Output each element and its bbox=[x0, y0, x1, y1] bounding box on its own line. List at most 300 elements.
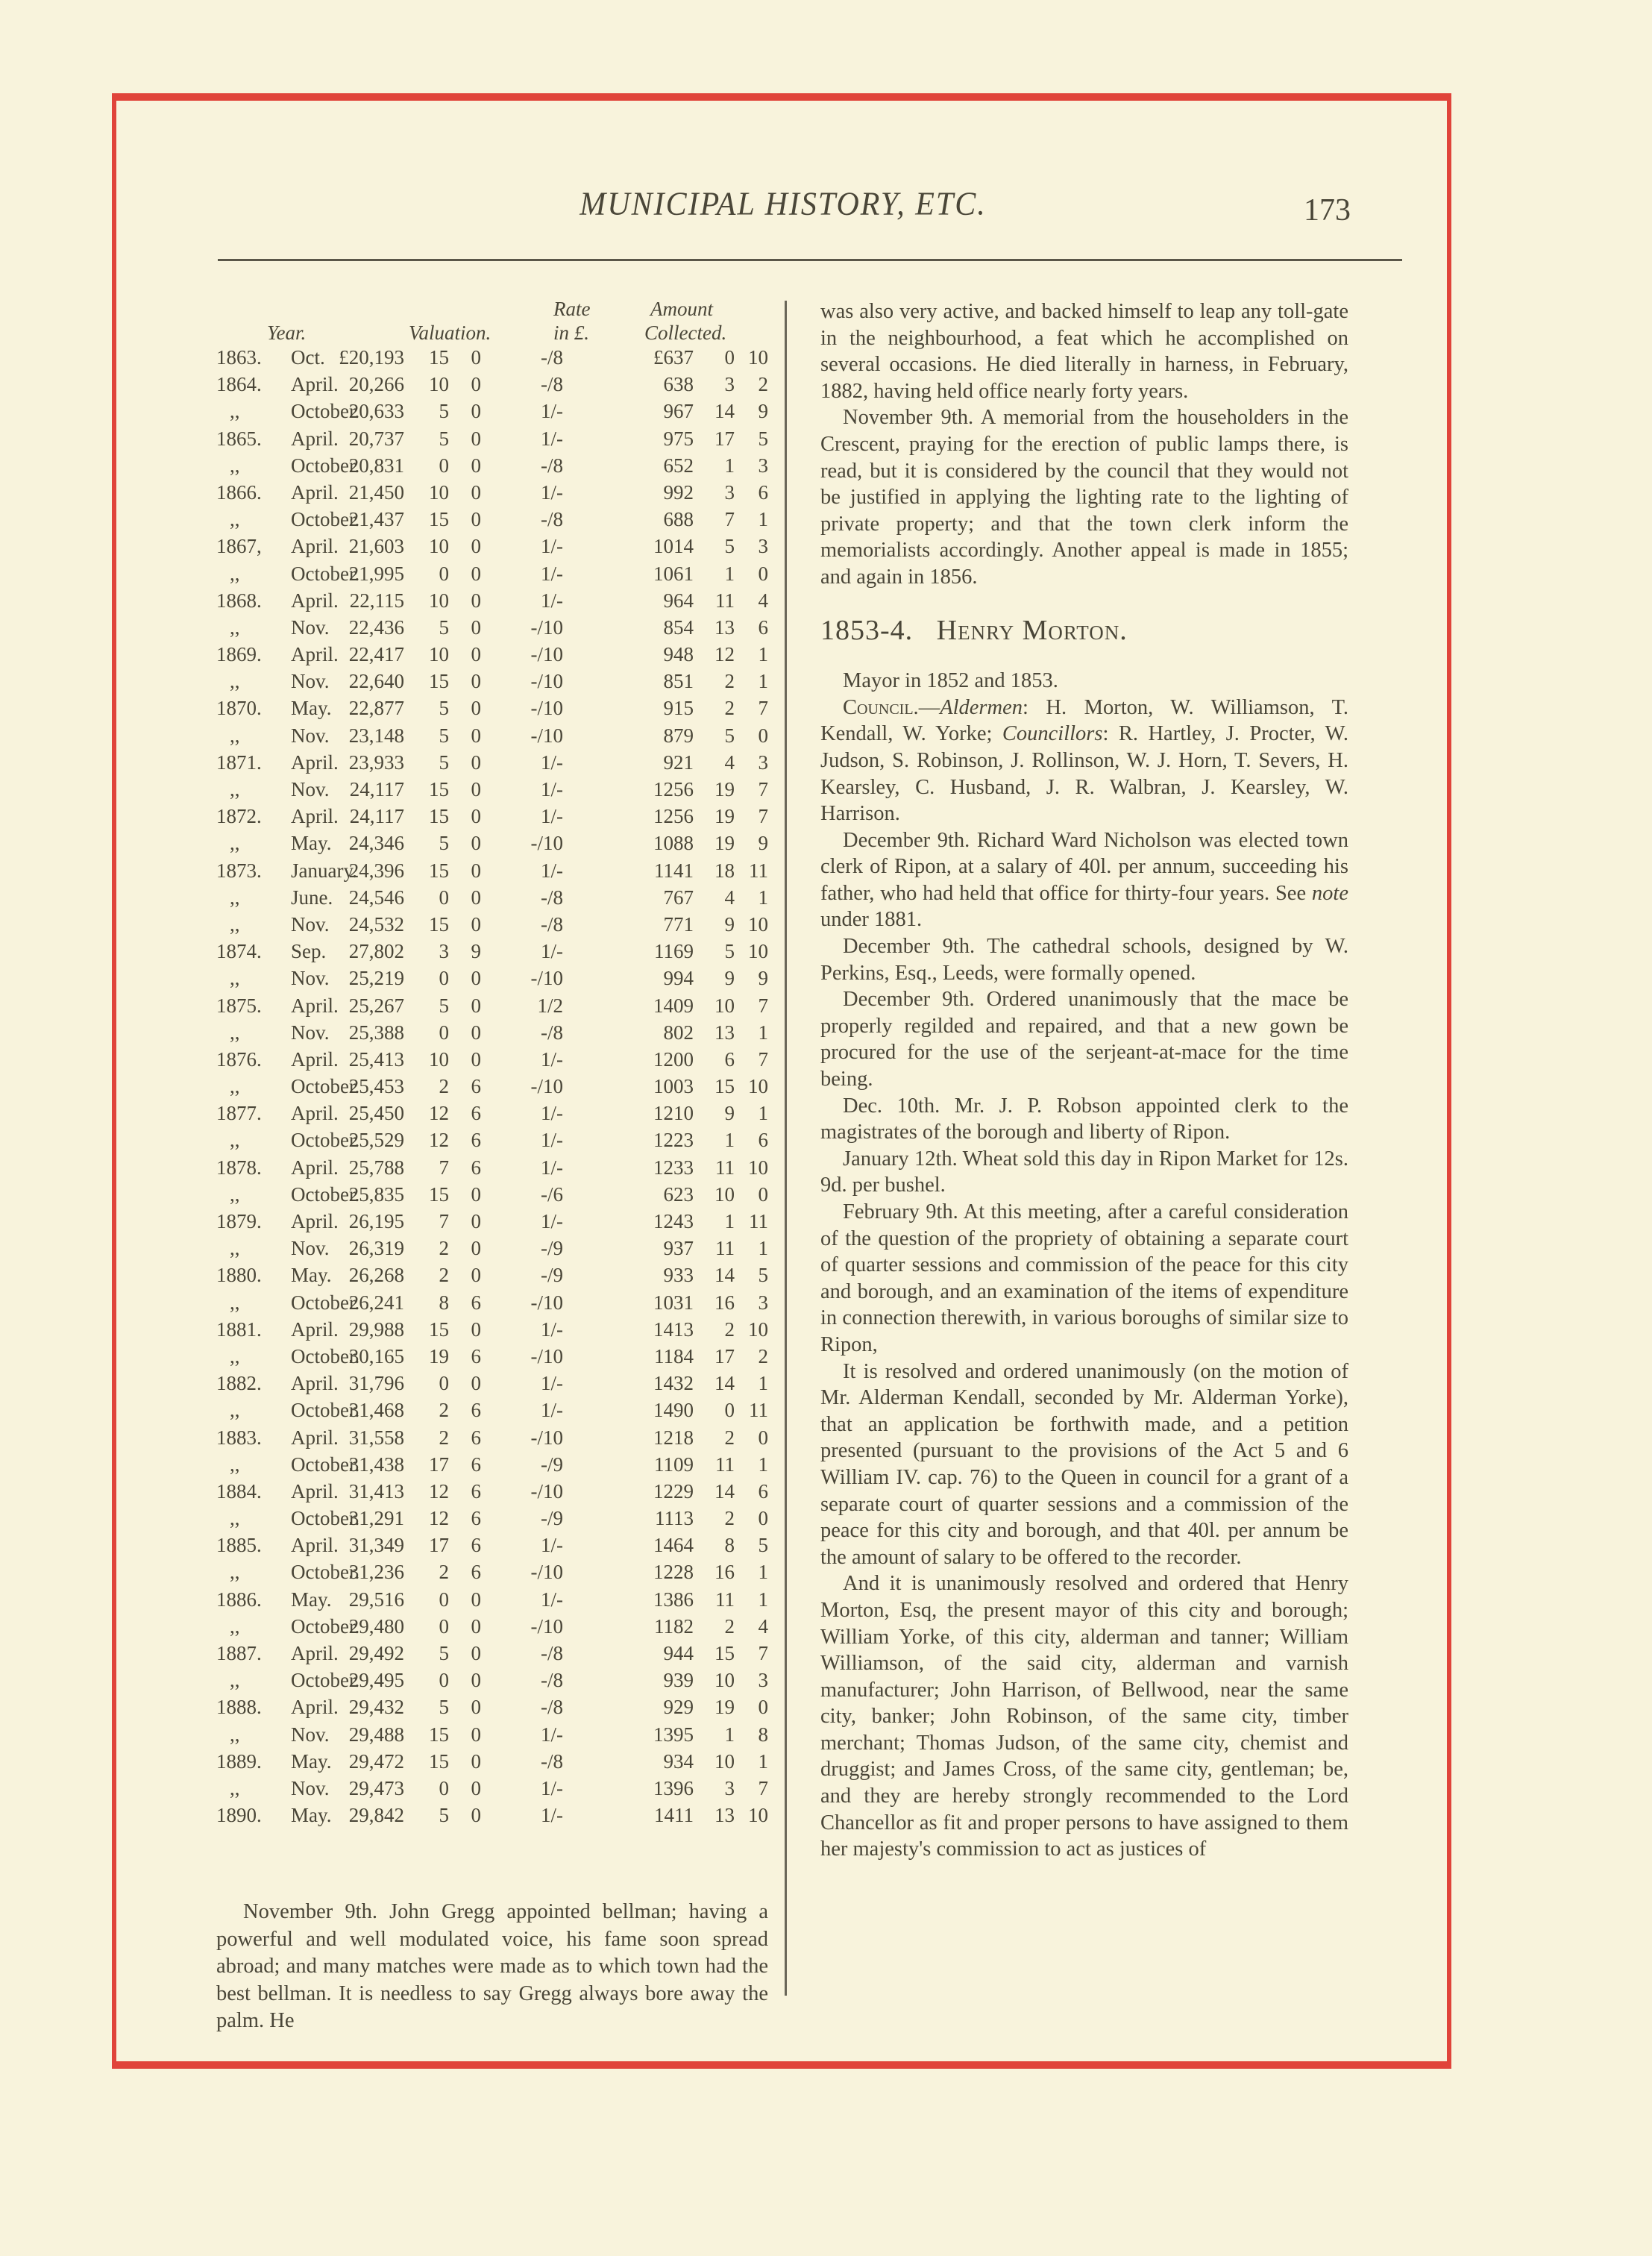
cell-valuation-pence: 6 bbox=[471, 1344, 481, 1367]
cell-month: October. bbox=[291, 454, 360, 477]
cell-amount-pence: 10 bbox=[748, 1156, 768, 1179]
cell-month: April. bbox=[291, 805, 339, 828]
cell-amount-pence: 9 bbox=[758, 400, 768, 423]
cell-valuation-pounds: 29,988 bbox=[348, 1317, 404, 1341]
cell-month: Nov. bbox=[291, 1723, 330, 1746]
cell-valuation-pounds: 26,241 bbox=[348, 1291, 404, 1314]
cell-valuation-pounds: 26,195 bbox=[348, 1210, 404, 1232]
cell-amount-pounds: 937 bbox=[663, 1237, 694, 1260]
table-row bbox=[216, 1370, 768, 1397]
cell-amount-shillings: 11 bbox=[715, 1588, 735, 1611]
cell-month: April. bbox=[291, 643, 339, 666]
cell-amount-pounds: 1003 bbox=[653, 1075, 694, 1098]
cell-month: April. bbox=[291, 1426, 339, 1449]
cell-valuation-pence: 0 bbox=[471, 778, 481, 800]
cell-valuation-shillings: 15 bbox=[429, 1749, 449, 1773]
cell-valuation-pence: 0 bbox=[471, 670, 481, 693]
cell-valuation-pence: 9 bbox=[471, 940, 481, 963]
cell-valuation-shillings: 15 bbox=[429, 1723, 449, 1746]
cell-amount-shillings: 13 bbox=[714, 615, 735, 639]
cell-amount-pence: 5 bbox=[758, 1264, 768, 1287]
cell-amount-pence: 3 bbox=[758, 1291, 768, 1314]
cell-amount-pounds: 975 bbox=[663, 427, 694, 450]
cell-valuation-pence: 6 bbox=[471, 1399, 481, 1422]
cell-valuation-pence: 0 bbox=[471, 373, 481, 396]
cell-amount-pounds: 652 bbox=[663, 454, 694, 477]
cell-amount-shillings: 2 bbox=[724, 1614, 735, 1638]
cell-amount-pence: 9 bbox=[758, 967, 768, 990]
cell-amount-shillings: 9 bbox=[724, 967, 735, 990]
cell-valuation-pence: 6 bbox=[471, 1075, 481, 1098]
cell-amount-shillings: 2 bbox=[724, 1426, 735, 1449]
cell-amount-pounds: 1210 bbox=[653, 1102, 694, 1125]
cell-amount-pounds: 994 bbox=[663, 967, 694, 990]
cell-year: 1863. bbox=[216, 346, 262, 369]
table-row bbox=[216, 479, 768, 506]
cell-valuation-pence: 0 bbox=[471, 346, 481, 369]
cell-valuation-shillings: 0 bbox=[439, 1021, 449, 1044]
cell-rate: 1/- bbox=[541, 427, 563, 450]
cell-amount-shillings: 10 bbox=[714, 1669, 735, 1692]
cell-rate: -/10 bbox=[530, 1561, 563, 1584]
table-row bbox=[216, 533, 768, 560]
cell-valuation-shillings: 5 bbox=[439, 697, 449, 720]
cell-amount-shillings: 16 bbox=[714, 1291, 735, 1314]
cell-valuation-pence: 0 bbox=[471, 1642, 481, 1664]
cell-valuation-shillings: 2 bbox=[439, 1426, 449, 1449]
table-row bbox=[216, 1532, 768, 1558]
paragraph: It is resolved and ordered unanimously (on the motion of Mr. Alderman Kendall, seconded by Mr. Alderman Yorke), that an application be forthwith made, and a petition presented (pursuant to the provisions of the Act 5 and 6 William IV. cap. 76) to the Queen in council for a grant of a separate court of quarter sessions and a commission of the peace for this city and borough, and that 40l. per annum be the amount of salary to be offered to the recorder. bbox=[820, 1359, 1348, 1569]
note-reference: note bbox=[1311, 881, 1348, 905]
council-label: Council. bbox=[843, 695, 919, 719]
cell-valuation-shillings: 5 bbox=[439, 427, 449, 450]
cell-year: 1887. bbox=[216, 1642, 262, 1664]
table-row bbox=[216, 1586, 768, 1613]
cell-rate: 1/- bbox=[541, 805, 563, 828]
cell-month: April. bbox=[291, 1696, 339, 1719]
cell-valuation-pence: 0 bbox=[471, 1614, 481, 1638]
cell-valuation-pence: 6 bbox=[471, 1507, 481, 1530]
table-row bbox=[216, 1693, 768, 1720]
cell-valuation-shillings: 0 bbox=[439, 562, 449, 585]
cell-amount-shillings: 6 bbox=[724, 1047, 735, 1071]
table-row bbox=[216, 452, 768, 479]
cell-amount-pounds: 1490 bbox=[653, 1399, 694, 1422]
cell-valuation-pounds: 25,413 bbox=[348, 1047, 404, 1071]
section-heading bbox=[820, 614, 1348, 646]
cell-valuation-shillings: 5 bbox=[439, 1696, 449, 1719]
cell-year: 1871. bbox=[216, 751, 262, 774]
cell-month: April. bbox=[291, 535, 339, 558]
header-amount: Amount bbox=[650, 298, 713, 320]
cell-year: ,, bbox=[230, 1075, 240, 1098]
page-number: 173 bbox=[1304, 193, 1351, 228]
cell-amount-shillings: 2 bbox=[724, 1317, 735, 1341]
cell-rate: -/8 bbox=[541, 886, 563, 909]
cell-valuation-shillings: 2 bbox=[439, 1561, 449, 1584]
table-row bbox=[216, 1262, 768, 1288]
cell-valuation-pence: 0 bbox=[471, 480, 481, 504]
cell-valuation-shillings: 15 bbox=[429, 1182, 449, 1206]
cell-valuation-pence: 0 bbox=[471, 1804, 481, 1827]
cell-rate: 1/- bbox=[541, 751, 563, 774]
cell-valuation-pounds: £20,193 bbox=[339, 346, 404, 369]
cell-valuation-pence: 0 bbox=[471, 1237, 481, 1260]
cell-amount-shillings: 13 bbox=[714, 1804, 735, 1827]
cell-valuation-shillings: 0 bbox=[439, 1614, 449, 1638]
cell-year: 1881. bbox=[216, 1317, 262, 1341]
cell-valuation-pence: 0 bbox=[471, 886, 481, 909]
cell-rate: 1/- bbox=[541, 1588, 563, 1611]
cell-year: ,, bbox=[230, 724, 240, 747]
cell-amount-pounds: 1141 bbox=[654, 859, 694, 882]
cell-amount-pence: 11 bbox=[749, 1399, 768, 1422]
cell-year: ,, bbox=[230, 562, 240, 585]
cell-year: ,, bbox=[230, 1291, 240, 1314]
cell-amount-pence: 1 bbox=[758, 643, 768, 666]
cell-amount-pence: 7 bbox=[758, 697, 768, 720]
cell-amount-pence: 11 bbox=[749, 859, 768, 882]
cell-valuation-pounds: 30,165 bbox=[348, 1344, 404, 1367]
cell-valuation-pence: 0 bbox=[471, 1372, 481, 1395]
cell-amount-pence: 10 bbox=[748, 1075, 768, 1098]
cell-amount-pence: 2 bbox=[758, 1344, 768, 1367]
cell-rate: -/9 bbox=[541, 1453, 563, 1476]
cell-valuation-pounds: 29,432 bbox=[348, 1696, 404, 1719]
paragraph: January 12th. Wheat sold this day in Ripon Market for 12s. 9d. per bushel. bbox=[820, 1147, 1348, 1197]
cell-valuation-pounds: 27,802 bbox=[348, 940, 404, 963]
aldermen-label: Aldermen bbox=[940, 695, 1023, 719]
table-row bbox=[216, 1640, 768, 1667]
cell-rate: -/6 bbox=[541, 1182, 563, 1206]
cell-amount-shillings: 2 bbox=[724, 1507, 735, 1530]
table-row bbox=[216, 1019, 768, 1046]
table-row bbox=[216, 425, 768, 452]
cell-month: April. bbox=[291, 589, 339, 612]
cell-valuation-pounds: 21,603 bbox=[348, 535, 404, 558]
cell-amount-pounds: 1256 bbox=[653, 778, 694, 800]
cell-valuation-shillings: 5 bbox=[439, 400, 449, 423]
cell-month: October. bbox=[291, 1507, 360, 1530]
cell-amount-pence: 1 bbox=[758, 886, 768, 909]
cell-year: 1876. bbox=[216, 1047, 262, 1071]
table-row bbox=[216, 371, 768, 398]
table-body bbox=[216, 344, 768, 1829]
cell-year: ,, bbox=[230, 1669, 240, 1692]
cell-valuation-pence: 6 bbox=[471, 1291, 481, 1314]
cell-valuation-shillings: 5 bbox=[439, 1804, 449, 1827]
cell-month: Nov. bbox=[291, 778, 330, 800]
section-year: 1853-4. bbox=[820, 614, 914, 646]
cell-amount-shillings: 12 bbox=[714, 643, 735, 666]
cell-year: ,, bbox=[230, 400, 240, 423]
cell-valuation-pounds: 25,450 bbox=[348, 1102, 404, 1125]
cell-valuation-pounds: 25,788 bbox=[348, 1156, 404, 1179]
cell-valuation-pounds: 29,480 bbox=[348, 1614, 404, 1638]
cell-amount-pence: 11 bbox=[749, 1210, 768, 1232]
table-row bbox=[216, 884, 768, 911]
table-row bbox=[216, 1775, 768, 1802]
cell-valuation-pence: 0 bbox=[471, 832, 481, 855]
cell-valuation-pence: 0 bbox=[471, 1776, 481, 1799]
cell-month: Nov. bbox=[291, 670, 330, 693]
cell-valuation-pounds: 31,413 bbox=[348, 1479, 404, 1503]
cell-month: October. bbox=[291, 1291, 360, 1314]
cell-month: Nov. bbox=[291, 912, 330, 936]
table-row bbox=[216, 1073, 768, 1100]
cell-valuation-pounds: 31,236 bbox=[348, 1561, 404, 1584]
cell-rate: 1/- bbox=[541, 859, 563, 882]
section-name: Henry Morton. bbox=[936, 614, 1128, 646]
cell-amount-shillings: 10 bbox=[714, 994, 735, 1017]
header-rate: Rate bbox=[553, 298, 591, 320]
cell-amount-shillings: 2 bbox=[724, 670, 735, 693]
cell-amount-shillings: 14 bbox=[714, 1479, 735, 1503]
cell-amount-pence: 6 bbox=[758, 1129, 768, 1152]
cell-amount-pounds: 948 bbox=[663, 643, 694, 666]
cell-rate: -/8 bbox=[541, 1749, 563, 1773]
cell-rate: -/8 bbox=[541, 1696, 563, 1719]
cell-valuation-pence: 6 bbox=[471, 1453, 481, 1476]
cell-rate: -/8 bbox=[541, 454, 563, 477]
cell-amount-pounds: 967 bbox=[663, 400, 694, 423]
paragraph: December 9th. The cathedral schools, designed by W. Perkins, Esq., Leeds, were formally opened. bbox=[820, 935, 1348, 985]
cell-amount-shillings: 11 bbox=[715, 1453, 735, 1476]
cell-year: 1888. bbox=[216, 1696, 262, 1719]
cell-year: 1868. bbox=[216, 589, 262, 612]
cell-amount-pounds: 851 bbox=[663, 670, 694, 693]
cell-amount-pence: 1 bbox=[758, 1372, 768, 1395]
table-row bbox=[216, 587, 768, 614]
cell-month: April. bbox=[291, 1534, 339, 1557]
cell-valuation-shillings: 10 bbox=[429, 373, 449, 396]
cell-month: October. bbox=[291, 1614, 360, 1638]
councillors-names: : R. Hartley, J. Procter, W. Judson, S. Robinson, J. Rollinson, W. J. Horn, T. Severs, H. Kearsley, C. Husband, J. R. Walbran, J. Kearsley, W. Harrison. bbox=[820, 722, 1348, 826]
table-row bbox=[216, 506, 768, 533]
cell-year: 1882. bbox=[216, 1372, 262, 1395]
paragraph-text: under 1881. bbox=[820, 908, 923, 932]
cell-valuation-pence: 0 bbox=[471, 1696, 481, 1719]
cell-valuation-pounds: 29,473 bbox=[348, 1776, 404, 1799]
cell-valuation-shillings: 5 bbox=[439, 615, 449, 639]
cell-amount-shillings: 3 bbox=[724, 480, 735, 504]
cell-amount-shillings: 5 bbox=[724, 940, 735, 963]
cell-valuation-pence: 0 bbox=[471, 535, 481, 558]
cell-valuation-shillings: 0 bbox=[439, 1669, 449, 1692]
cell-month: October. bbox=[291, 400, 360, 423]
table-row bbox=[216, 1505, 768, 1532]
table-row bbox=[216, 1208, 768, 1235]
cell-valuation-pence: 0 bbox=[471, 994, 481, 1017]
cell-amount-shillings: 11 bbox=[715, 589, 735, 612]
table-row bbox=[216, 344, 768, 371]
cell-amount-pence: 10 bbox=[748, 1317, 768, 1341]
cell-year: 1884. bbox=[216, 1479, 262, 1503]
cell-rate: -/9 bbox=[541, 1507, 563, 1530]
cell-amount-pence: 6 bbox=[758, 615, 768, 639]
cell-amount-pounds: 1184 bbox=[654, 1344, 694, 1367]
cell-valuation-shillings: 15 bbox=[429, 805, 449, 828]
cell-month: May. bbox=[291, 697, 332, 720]
cell-valuation-pence: 0 bbox=[471, 1317, 481, 1341]
cell-year: 1883. bbox=[216, 1426, 262, 1449]
cell-year: 1864. bbox=[216, 373, 262, 396]
cell-amount-pounds: 934 bbox=[663, 1749, 694, 1773]
cell-amount-pounds: 944 bbox=[663, 1642, 694, 1664]
cell-year: 1889. bbox=[216, 1749, 262, 1773]
cell-valuation-pounds: 20,831 bbox=[348, 454, 404, 477]
cell-year: ,, bbox=[230, 1021, 240, 1044]
cell-month: October. bbox=[291, 1399, 360, 1422]
cell-amount-pounds: 964 bbox=[663, 589, 694, 612]
cell-amount-pence: 1 bbox=[758, 1588, 768, 1611]
cell-rate: 1/- bbox=[541, 1210, 563, 1232]
cell-valuation-pounds: 25,835 bbox=[348, 1182, 404, 1206]
table-row bbox=[216, 614, 768, 641]
cell-amount-pounds: 1200 bbox=[653, 1047, 694, 1071]
cell-amount-shillings: 10 bbox=[714, 1182, 735, 1206]
cell-valuation-pounds: 21,995 bbox=[348, 562, 404, 585]
cell-valuation-pounds: 29,495 bbox=[348, 1669, 404, 1692]
cell-month: Sep. bbox=[291, 940, 327, 963]
cell-valuation-shillings: 0 bbox=[439, 1588, 449, 1611]
cell-valuation-pence: 0 bbox=[471, 751, 481, 774]
cell-rate: -/8 bbox=[541, 373, 563, 396]
cell-month: October. bbox=[291, 1344, 360, 1367]
cell-year: ,, bbox=[230, 1561, 240, 1584]
cell-amount-pounds: 1223 bbox=[653, 1129, 694, 1152]
cell-amount-pounds: 1109 bbox=[654, 1453, 694, 1476]
cell-month: October. bbox=[291, 1129, 360, 1152]
cell-amount-pounds: 921 bbox=[663, 751, 694, 774]
cell-valuation-pounds: 25,219 bbox=[348, 967, 404, 990]
cell-rate: 1/- bbox=[541, 940, 563, 963]
cell-amount-shillings: 17 bbox=[714, 427, 735, 450]
cell-valuation-shillings: 12 bbox=[429, 1102, 449, 1125]
cell-amount-pounds: £637 bbox=[653, 346, 694, 369]
cell-valuation-pounds: 21,450 bbox=[348, 480, 404, 504]
cell-valuation-pounds: 31,349 bbox=[348, 1534, 404, 1557]
cell-valuation-shillings: 2 bbox=[439, 1237, 449, 1260]
cell-valuation-shillings: 5 bbox=[439, 751, 449, 774]
cell-amount-pence: 4 bbox=[758, 589, 768, 612]
cell-rate: 1/- bbox=[541, 1723, 563, 1746]
cell-valuation-shillings: 10 bbox=[429, 643, 449, 666]
cell-month: May. bbox=[291, 1749, 332, 1773]
cell-valuation-pence: 6 bbox=[471, 1102, 481, 1125]
cell-year: ,, bbox=[230, 778, 240, 800]
header-rate-unit: in £. bbox=[553, 322, 590, 344]
cell-month: May. bbox=[291, 1804, 332, 1827]
cell-amount-shillings: 9 bbox=[724, 912, 735, 936]
cell-amount-pence: 0 bbox=[758, 1507, 768, 1530]
cell-amount-shillings: 11 bbox=[715, 1156, 735, 1179]
cell-amount-pounds: 1464 bbox=[653, 1534, 694, 1557]
cell-valuation-shillings: 8 bbox=[439, 1291, 449, 1314]
cell-valuation-shillings: 5 bbox=[439, 724, 449, 747]
cell-year: 1874. bbox=[216, 940, 262, 963]
cell-rate: 1/- bbox=[541, 1372, 563, 1395]
cell-valuation-shillings: 15 bbox=[429, 1317, 449, 1341]
table-row bbox=[216, 1289, 768, 1316]
cell-amount-shillings: 14 bbox=[714, 400, 735, 423]
cell-amount-shillings: 1 bbox=[724, 1129, 735, 1152]
cell-valuation-shillings: 10 bbox=[429, 535, 449, 558]
cell-valuation-pounds: 29,516 bbox=[348, 1588, 404, 1611]
cell-valuation-pounds: 22,115 bbox=[349, 589, 404, 612]
cell-amount-pence: 7 bbox=[758, 994, 768, 1017]
cell-rate: -/10 bbox=[530, 1344, 563, 1367]
cell-month: Nov. bbox=[291, 615, 330, 639]
cell-year: ,, bbox=[230, 1237, 240, 1260]
cell-amount-pence: 1 bbox=[758, 1453, 768, 1476]
cell-amount-shillings: 8 bbox=[724, 1534, 735, 1557]
cell-amount-shillings: 19 bbox=[714, 805, 735, 828]
cell-rate: 1/- bbox=[541, 562, 563, 585]
cell-year: 1865. bbox=[216, 427, 262, 450]
cell-amount-pence: 7 bbox=[758, 1642, 768, 1664]
cell-year: 1890. bbox=[216, 1804, 262, 1827]
cell-valuation-pounds: 31,558 bbox=[348, 1426, 404, 1449]
cell-amount-pence: 9 bbox=[758, 832, 768, 855]
cell-month: Nov. bbox=[291, 1237, 330, 1260]
cell-valuation-shillings: 7 bbox=[439, 1156, 449, 1179]
table-row bbox=[216, 1613, 768, 1640]
right-column bbox=[820, 298, 1348, 1863]
cell-month: April. bbox=[291, 1317, 339, 1341]
header-year: Year. bbox=[267, 322, 307, 344]
paragraph bbox=[820, 827, 1348, 933]
running-head: MUNICIPAL HISTORY, ETC. bbox=[580, 186, 987, 223]
cell-valuation-pence: 0 bbox=[471, 1264, 481, 1287]
aldermen-names: : H. Morton, W. Williamson, T. Kendall, W. Yorke; bbox=[820, 695, 1348, 746]
cell-valuation-pence: 0 bbox=[471, 427, 481, 450]
cell-amount-pence: 10 bbox=[748, 940, 768, 963]
table-row bbox=[216, 1478, 768, 1505]
cell-valuation-shillings: 2 bbox=[439, 1264, 449, 1287]
cell-amount-shillings: 15 bbox=[714, 1642, 735, 1664]
table-row bbox=[216, 722, 768, 749]
cell-amount-pence: 0 bbox=[758, 562, 768, 585]
table-row bbox=[216, 992, 768, 1019]
cell-year: 1886. bbox=[216, 1588, 262, 1611]
table-row bbox=[216, 749, 768, 776]
cell-valuation-pounds: 22,436 bbox=[348, 615, 404, 639]
cell-rate: 1/- bbox=[541, 400, 563, 423]
cell-amount-pence: 1 bbox=[758, 1749, 768, 1773]
cell-amount-shillings: 17 bbox=[714, 1344, 735, 1367]
cell-valuation-pence: 6 bbox=[471, 1561, 481, 1584]
cell-month: May. bbox=[291, 832, 332, 855]
cell-amount-shillings: 7 bbox=[724, 508, 735, 531]
cell-amount-pence: 0 bbox=[758, 1426, 768, 1449]
paragraph: February 9th. At this meeting, after a careful consideration of the question of the propriety of obtaining a separate court of quarter sessions and commission of the peace for this city and borough, and an examination of the items of expenditure in connection therewith, in various boroughs of similar size to Ripon, bbox=[820, 1200, 1348, 1356]
cell-month: May. bbox=[291, 1264, 332, 1287]
cell-valuation-pence: 0 bbox=[471, 859, 481, 882]
cell-month: October. bbox=[291, 508, 360, 531]
table-row bbox=[216, 1424, 768, 1451]
cell-amount-pounds: 1061 bbox=[653, 562, 694, 585]
cell-valuation-shillings: 12 bbox=[429, 1479, 449, 1503]
cell-valuation-pounds: 23,933 bbox=[348, 751, 404, 774]
cell-valuation-pence: 0 bbox=[471, 1669, 481, 1692]
cell-valuation-shillings: 0 bbox=[439, 1776, 449, 1799]
cell-amount-shillings: 0 bbox=[724, 1399, 735, 1422]
cell-month: April. bbox=[291, 994, 339, 1017]
cell-valuation-pounds: 31,438 bbox=[348, 1453, 404, 1476]
cell-amount-shillings: 1 bbox=[724, 454, 735, 477]
cell-valuation-pounds: 29,492 bbox=[348, 1642, 404, 1664]
